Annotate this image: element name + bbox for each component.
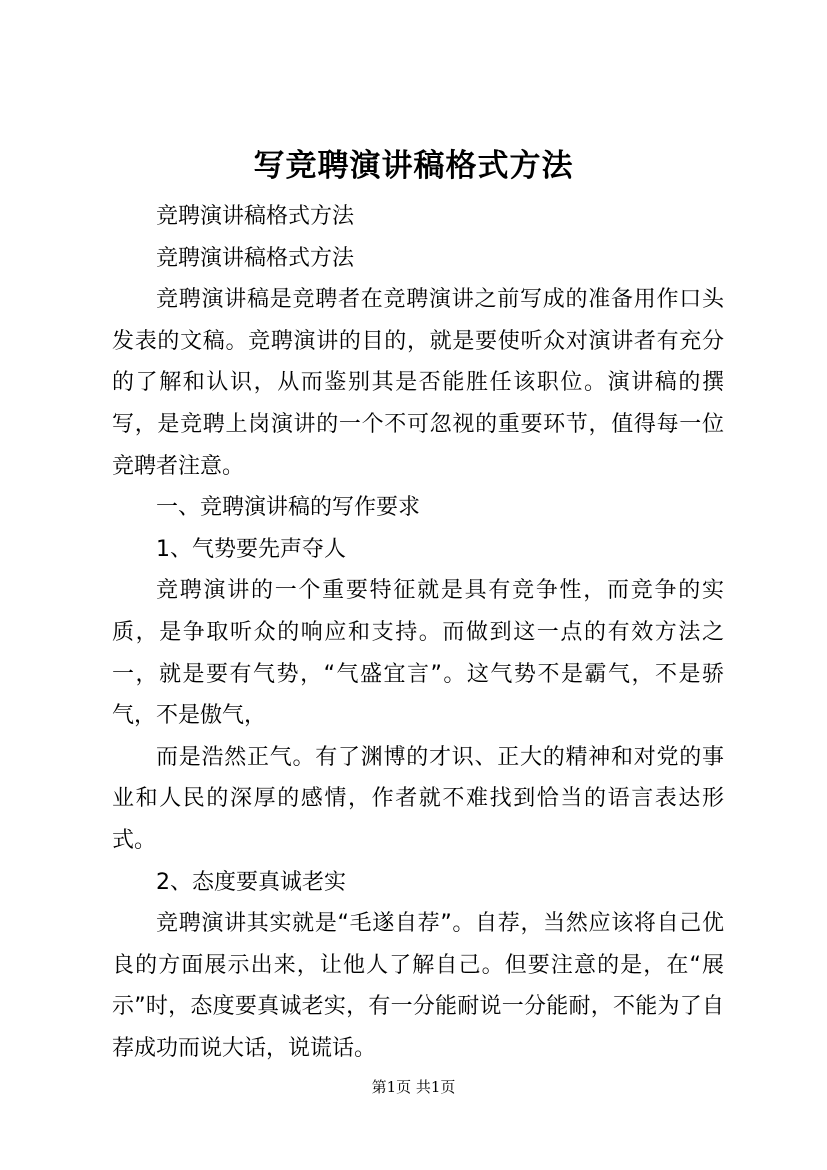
paragraph: 竞聘演讲稿是竞聘者在竞聘演讲之前写成的准备用作口头发表的文稿。竞聘演讲的目的，就是要使听众对演讲者有充分的了解和认识，从而鉴别其是否能胜任该职位。演讲稿的撰写，是竞聘上岗演讲的一个不可忽视的重要环节，值得每一位竞聘者注意。 [112, 287, 724, 479]
document-title: 写竞聘演讲稿格式方法 [253, 148, 574, 184]
subsection-heading: 1、气势要先声夺人 [156, 536, 346, 562]
subsection-heading: 2、态度要真诚老实 [156, 869, 346, 895]
paragraph: 竞聘演讲稿格式方法 [156, 245, 355, 271]
paragraph: 竞聘演讲的一个重要特征就是具有竞争性，而竞争的实质，是争取听众的响应和支持。而做到这一点的有效方法之一，就是要有气势，“气盛宜言”。这气势不是霸气，不是骄气，不是傲气， [112, 578, 724, 729]
paragraph: 竞聘演讲稿格式方法 [156, 204, 355, 229]
paragraph: 竞聘演讲其实就是“毛遂自荐”。自荐，当然应该将自己优良的方面展示出来，让他人了解自己。但要注意的是，在“展示”时，态度要真诚老实，有一分能耐说一分能耐，不能为了自荐成功而说大话，说谎话。 [112, 911, 724, 1061]
document-body [112, 196, 724, 1069]
page-footer: 第1页 共1页 [371, 1078, 456, 1096]
paragraph: 而是浩然正气。有了渊博的才识、正大的精神和对党的事业和人民的深厚的感情，作者就不难找到恰当的语言表达形式。 [112, 744, 724, 853]
section-heading: 一、竞聘演讲稿的写作要求 [156, 495, 421, 521]
